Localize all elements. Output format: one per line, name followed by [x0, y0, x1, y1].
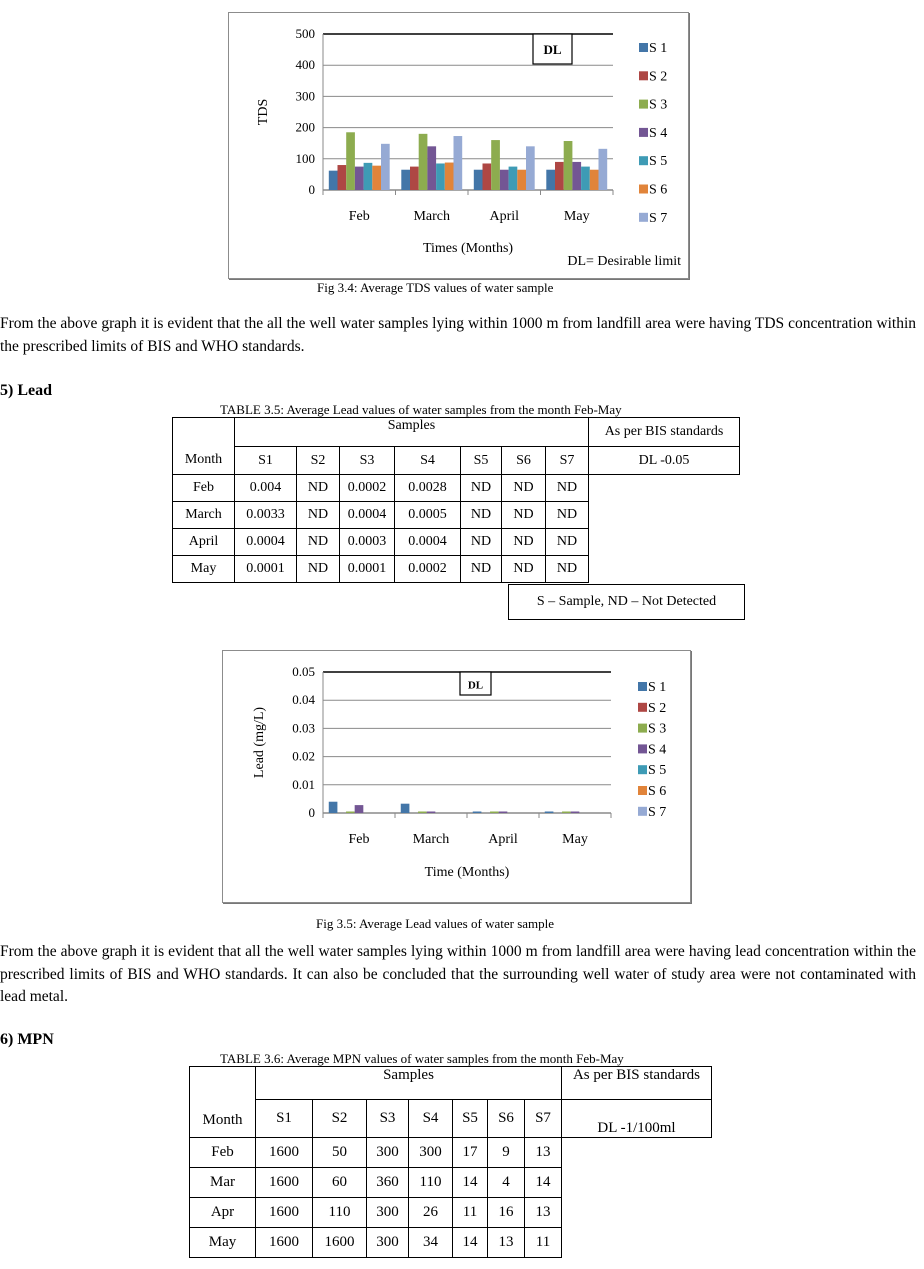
column-header-s2: S2 — [297, 447, 340, 475]
y-tick-label: 200 — [295, 119, 315, 135]
table-cell: ND — [546, 502, 589, 529]
bar-s1 — [401, 804, 410, 813]
column-header-s6: S6 — [502, 447, 546, 475]
row-month: Feb — [190, 1138, 256, 1168]
table-cell: 300 — [367, 1138, 409, 1168]
bis-header: As per BIS standards — [589, 418, 740, 447]
x-category-label: May — [563, 209, 590, 224]
row-month: April — [173, 529, 235, 556]
legend-label: S 3 — [648, 721, 667, 737]
legend-swatch — [639, 100, 648, 109]
legend-swatch — [638, 744, 647, 753]
legend-label: S 7 — [649, 210, 668, 226]
table-cell: 14 — [453, 1168, 488, 1198]
column-header-s4: S4 — [409, 1100, 453, 1138]
bar-s5 — [509, 167, 518, 190]
column-header-s1: S1 — [235, 447, 297, 475]
table-cell: ND — [502, 475, 546, 502]
bis-header: As per BIS standards — [562, 1067, 712, 1100]
table-cell: ND — [297, 502, 340, 529]
legend-swatch — [638, 703, 647, 712]
table-cell: 0.0004 — [235, 529, 297, 556]
table-cell: 0.0004 — [340, 502, 395, 529]
table-row — [190, 1228, 712, 1258]
legend-label: S 2 — [648, 700, 667, 716]
table-cell: ND — [461, 502, 502, 529]
lead-paragraph: From the above graph it is evident that all the well water samples lying within 1000 m from landfill area were having lead concentration within the prescribed limits of BIS and WHO standards. It can also be concluded that the surrounding well water of study area were not contaminated with lead metal. — [0, 943, 916, 1005]
table-row — [173, 556, 740, 583]
bar-s3 — [346, 132, 355, 190]
bar-s1 — [401, 170, 410, 190]
legend-label: S 1 — [648, 680, 667, 695]
column-header-s6: S6 — [488, 1100, 525, 1138]
table-row — [190, 1198, 712, 1228]
bar-s6 — [445, 163, 454, 190]
table-cell: 0.0002 — [340, 475, 395, 502]
row-month: Mar — [190, 1168, 256, 1198]
mpn-heading: 6) MPN — [0, 1031, 54, 1048]
column-header-s5: S5 — [461, 447, 502, 475]
legend-swatch — [638, 724, 647, 733]
table-cell: 1600 — [256, 1198, 313, 1228]
bar-s1 — [474, 170, 483, 190]
legend-swatch — [639, 128, 648, 137]
bar-s3 — [491, 140, 500, 190]
table-cell: 0.0033 — [235, 502, 297, 529]
legend-swatch — [638, 786, 647, 795]
lead-table — [172, 417, 740, 583]
table-cell: 14 — [453, 1228, 488, 1258]
table-cell: 110 — [409, 1168, 453, 1198]
table-cell: 0.0001 — [235, 556, 297, 583]
legend-label: S 7 — [648, 804, 667, 820]
bar-s1 — [329, 171, 338, 190]
y-axis-title: TDS — [256, 98, 271, 126]
table-cell: 0.004 — [235, 475, 297, 502]
bar-s3 — [346, 812, 355, 814]
bar-s7 — [454, 136, 463, 190]
bar-s3 — [419, 134, 428, 190]
table-cell: 0.0003 — [340, 529, 395, 556]
column-header-s5: S5 — [453, 1100, 488, 1138]
table-cell: 110 — [313, 1198, 367, 1228]
column-header-s7: S7 — [546, 447, 589, 475]
row-month: May — [173, 556, 235, 583]
table-row — [190, 1168, 712, 1198]
table-cell: 1600 — [256, 1138, 313, 1168]
column-header-s3: S3 — [367, 1100, 409, 1138]
bar-s5 — [364, 163, 373, 190]
table-cell: 9 — [488, 1138, 525, 1168]
bar-s2 — [483, 163, 492, 190]
legend-label: S 6 — [649, 182, 668, 198]
legend-label: S 3 — [649, 97, 668, 113]
table-cell: 26 — [409, 1198, 453, 1228]
x-category-label: March — [413, 209, 451, 224]
lead-chart-svg — [223, 651, 690, 902]
legend-swatch — [639, 71, 648, 80]
legend-swatch — [639, 185, 648, 194]
table-cell: ND — [461, 556, 502, 583]
table-cell: ND — [297, 475, 340, 502]
table-cell: 4 — [488, 1168, 525, 1198]
bar-s1 — [473, 812, 482, 814]
table-cell: 17 — [453, 1138, 488, 1168]
dl-annotation: DL= Desirable limit — [567, 254, 681, 269]
legend-label: S 5 — [648, 763, 667, 779]
mpn-table-caption: TABLE 3.6: Average MPN values of water samples from the month Feb-May — [220, 1051, 624, 1066]
column-header-s7: S7 — [525, 1100, 562, 1138]
x-category-label: May — [562, 832, 588, 847]
table-row — [173, 529, 740, 556]
y-tick-label: 0.03 — [292, 720, 315, 736]
row-month: Apr — [190, 1198, 256, 1228]
dl-label: DL — [543, 42, 562, 57]
table-cell: 1600 — [313, 1228, 367, 1258]
table-cell: ND — [546, 529, 589, 556]
samples-header: Samples — [256, 1067, 562, 1100]
y-tick-label: 0 — [308, 805, 315, 820]
bar-s1 — [329, 802, 338, 813]
legend-swatch — [639, 213, 648, 222]
legend-label: S 5 — [649, 154, 668, 170]
bar-s3 — [562, 812, 571, 814]
bar-s3 — [564, 141, 573, 190]
table-cell: 1600 — [256, 1228, 313, 1258]
table-cell: 11 — [525, 1228, 562, 1258]
bar-s5 — [436, 163, 445, 190]
bis-value: DL -0.05 — [589, 447, 740, 475]
table-cell: 300 — [367, 1198, 409, 1228]
samples-header: Samples — [235, 418, 589, 447]
legend-swatch — [639, 43, 648, 52]
bar-s2 — [555, 162, 564, 190]
legend-label: S 4 — [648, 742, 667, 758]
bar-s4 — [572, 162, 581, 190]
bar-s7 — [599, 149, 608, 190]
table-cell: 34 — [409, 1228, 453, 1258]
x-category-label: Feb — [348, 832, 370, 847]
lead-table-legend: S – Sample, ND – Not Detected — [508, 584, 745, 620]
lead-figure-caption: Fig 3.5: Average Lead values of water sample — [316, 916, 555, 931]
bar-s4 — [571, 812, 580, 814]
bar-s6 — [590, 170, 599, 190]
bar-s3 — [490, 812, 499, 814]
row-month: May — [190, 1228, 256, 1258]
y-tick-label: 500 — [295, 26, 315, 41]
bar-s4 — [427, 812, 436, 814]
table-cell: 13 — [525, 1198, 562, 1228]
bar-s6 — [517, 170, 526, 190]
table-cell: 13 — [488, 1228, 525, 1258]
table-cell: 0.0004 — [395, 529, 461, 556]
bis-value: DL -1/100ml — [562, 1100, 712, 1138]
table-cell: ND — [502, 502, 546, 529]
table-cell: ND — [546, 556, 589, 583]
column-header-s2: S2 — [313, 1100, 367, 1138]
row-month: March — [173, 502, 235, 529]
y-tick-label: 0.04 — [292, 692, 315, 708]
column-header-s3: S3 — [340, 447, 395, 475]
bar-s3 — [418, 812, 427, 814]
table-cell: ND — [297, 529, 340, 556]
dl-label: DL — [467, 679, 484, 692]
bar-s1 — [545, 812, 554, 814]
y-tick-label: 300 — [295, 88, 315, 104]
y-tick-label: 100 — [295, 150, 315, 166]
table-cell: ND — [502, 556, 546, 583]
table-cell: 60 — [313, 1168, 367, 1198]
bar-s4 — [500, 170, 509, 190]
x-category-label: March — [412, 832, 450, 847]
table-cell: 16 — [488, 1198, 525, 1228]
x-axis-title: Time (Months) — [424, 865, 510, 880]
bar-s5 — [581, 167, 590, 190]
row-month: Feb — [173, 475, 235, 502]
table-cell: 0.0001 — [340, 556, 395, 583]
bar-s4 — [355, 805, 364, 813]
table-cell: 300 — [367, 1228, 409, 1258]
tds-paragraph: From the above graph it is evident that the all the well water samples lying within 1000 m from landfill area were having TDS concentration within the prescribed limits of BIS and WHO standards. — [0, 315, 916, 355]
table-cell: ND — [546, 475, 589, 502]
tds-chart-svg — [229, 13, 688, 278]
table-cell: 1600 — [256, 1168, 313, 1198]
month-header: Month — [173, 418, 235, 475]
tds-figure-caption: Fig 3.4: Average TDS values of water sample — [317, 280, 554, 295]
tds-chart — [228, 12, 689, 279]
table-cell: 0.0028 — [395, 475, 461, 502]
bar-s6 — [372, 166, 381, 190]
legend-label: S 1 — [649, 41, 668, 56]
lead-table-caption: TABLE 3.5: Average Lead values of water samples from the month Feb-May — [220, 402, 622, 417]
lead-chart — [222, 650, 691, 903]
legend-label: S 6 — [648, 784, 667, 799]
bar-s7 — [526, 146, 535, 190]
y-tick-label: 400 — [295, 57, 315, 73]
month-header: Month — [190, 1067, 256, 1138]
table-row — [190, 1138, 712, 1168]
table-cell: 14 — [525, 1168, 562, 1198]
table-cell: 300 — [409, 1138, 453, 1168]
legend-swatch — [638, 682, 647, 691]
legend-swatch — [639, 156, 648, 165]
table-cell: 0.0002 — [395, 556, 461, 583]
table-row — [173, 502, 740, 529]
lead-heading: 5) Lead — [0, 382, 52, 399]
y-tick-label: 0.02 — [292, 748, 315, 764]
x-axis-title: Times (Months) — [422, 241, 514, 256]
table-cell: ND — [461, 475, 502, 502]
table-cell: 13 — [525, 1138, 562, 1168]
x-category-label: April — [488, 832, 518, 847]
column-header-s4: S4 — [395, 447, 461, 475]
table-cell: 360 — [367, 1168, 409, 1198]
table-cell: ND — [502, 529, 546, 556]
table-cell: 11 — [453, 1198, 488, 1228]
bar-s7 — [381, 144, 390, 190]
legend-swatch — [638, 807, 647, 816]
table-cell: ND — [297, 556, 340, 583]
table-cell: 0.0005 — [395, 502, 461, 529]
mpn-table — [189, 1066, 712, 1258]
y-axis-title: Lead (mg/L) — [252, 706, 267, 779]
y-tick-label: 0.05 — [292, 664, 315, 679]
bar-s2 — [338, 165, 347, 190]
bar-s4 — [427, 146, 436, 190]
table-cell: 50 — [313, 1138, 367, 1168]
bar-s4 — [355, 167, 364, 190]
legend-swatch — [638, 765, 647, 774]
bar-s4 — [499, 812, 508, 814]
table-cell: ND — [461, 529, 502, 556]
bar-s1 — [546, 170, 555, 190]
bar-s2 — [410, 167, 419, 190]
y-tick-label: 0.01 — [292, 776, 315, 792]
column-header-s1: S1 — [256, 1100, 313, 1138]
legend-label: S 4 — [649, 125, 668, 141]
legend-label: S 2 — [649, 69, 668, 85]
y-tick-label: 0 — [308, 182, 315, 197]
table-row — [173, 475, 740, 502]
x-category-label: April — [489, 209, 520, 224]
x-category-label: Feb — [348, 209, 370, 224]
